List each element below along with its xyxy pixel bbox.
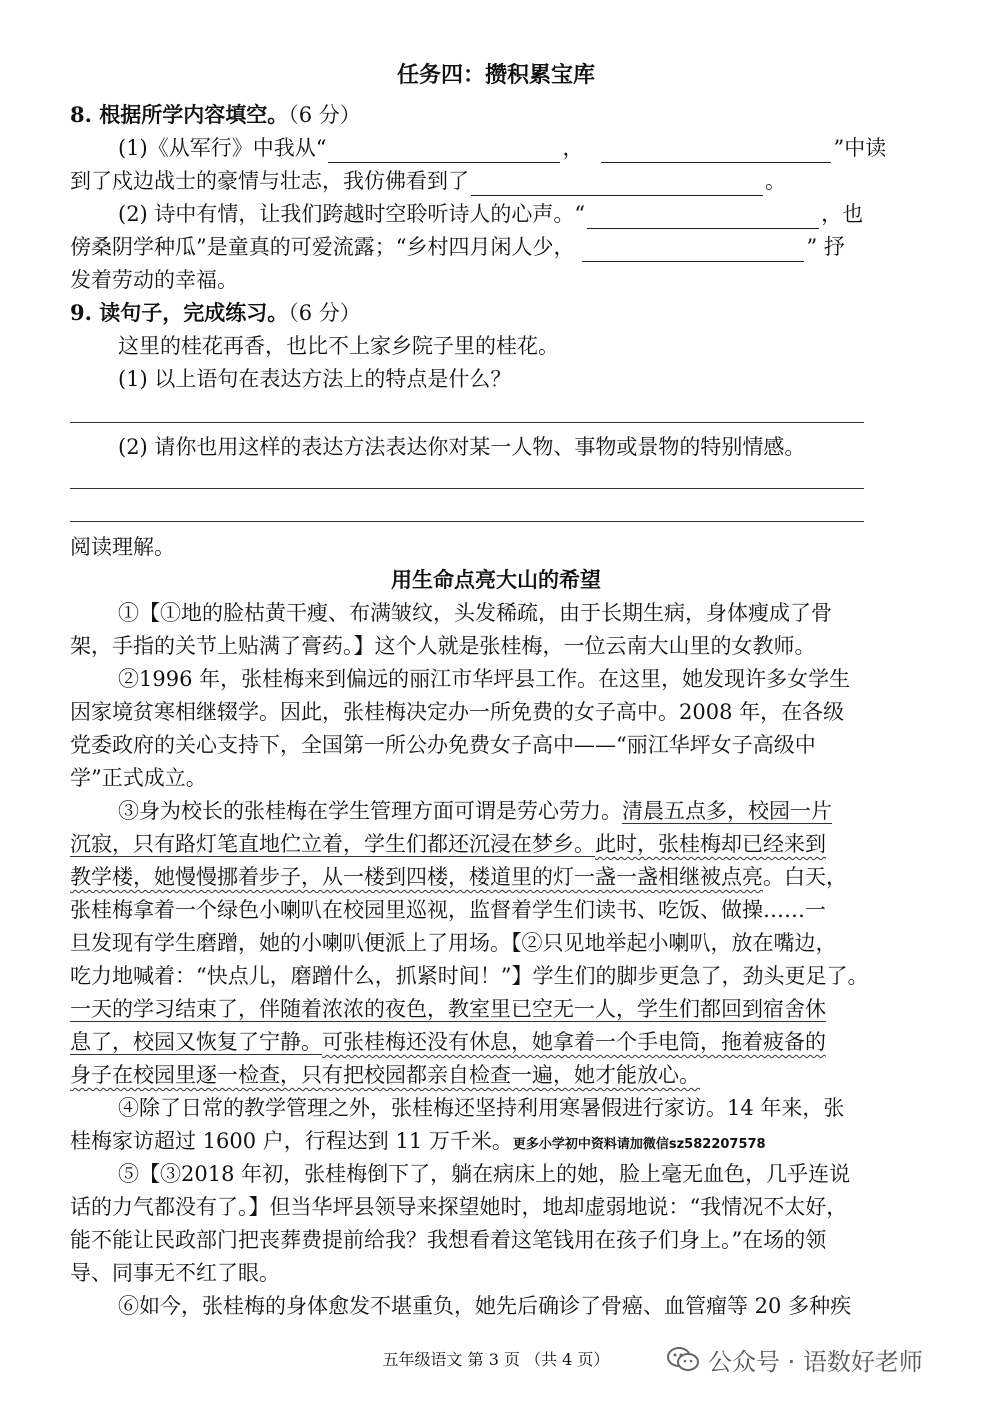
watermark <box>666 1342 923 1376</box>
watermark-text: 公众号 · 语数好老师 <box>708 1347 923 1376</box>
question-9-title: 9. 读句子，完成练习。（6 分） <box>70 300 361 325</box>
answer-line-2[interactable] <box>70 488 864 489</box>
para-2-line-2: 因家境贫寒相继辍学。因此，张桂梅决定办一所免费的女子高中。2008 年，在各级 <box>70 700 845 724</box>
para-5-line-3: 能不能让民政部门把丧葬费提前给我？我想看着这笔钱用在孩子们身上。”在场的领 <box>70 1228 827 1252</box>
para-3-line-7: 一天的学习结束了，伴随着浓浓的夜色，教室里已空无一人，学生们都回到宿舍休 <box>70 997 826 1021</box>
fill-blank-3[interactable] <box>471 171 763 196</box>
q8-line-5: 发着劳动的幸福。 <box>70 268 238 292</box>
para-5-line-4: 导、同事无不红了眼。 <box>70 1261 280 1285</box>
question-8-title: 8. 根据所学内容填空。（6 分） <box>70 102 361 127</box>
fill-blank-1[interactable] <box>328 138 560 163</box>
para-6-line-1: ⑥如今，张桂梅的身体愈发不堪重负，她先后确诊了骨癌、血管瘤等 20 多种疾 <box>118 1294 852 1318</box>
para-3-line-1: ③身为校长的张桂梅在学生管理方面可谓是劳心劳力。清晨五点多，校园一片 <box>118 799 832 823</box>
para-2-line-1: ②1996 年，张桂梅来到偏远的丽江市华坪县工作。在这里，她发现许多女学生 <box>118 667 851 691</box>
para-3-line-9: 身子在校园里逐一检查，只有把校园都亲自检查一遍，她才能放心。 <box>70 1063 700 1087</box>
para-5-line-2: 话的力气都没有了。】但当华坪县领导来探望她时，地却虚弱地说：“我情况不太好， <box>70 1195 848 1219</box>
para-4-line-2: 桂梅家访超过 1600 户，行程达到 11 万千米。更多小学初中资料请加微信sz582207578 <box>70 1129 766 1153</box>
reading-label: 阅读理解。 <box>70 535 175 559</box>
page-footer: 五年级语文 第 3 页 （共 4 页） <box>382 1350 610 1369</box>
para-5-line-1: ⑤【③2018 年初，张桂梅倒下了，躺在病床上的她，脸上毫无血色，几乎连说 <box>118 1162 851 1186</box>
para-3-line-8: 息了，校园又恢复了宁静。可张桂梅还没有休息，她拿着一个手电筒，拖着疲备的 <box>70 1030 826 1054</box>
para-3-line-2: 沉寂，只有路灯笔直地伫立着，学生们都还沉浸在梦乡。此时，张桂梅却已经来到 <box>70 832 826 856</box>
para-3-line-6: 吃力地喊着：“快点儿，磨蹭什么，抓紧时间！”】学生们的脚步更急了，劲头更足了。 <box>70 964 869 988</box>
para-1-line-1: ①【①地的脸枯黄干瘦、布满皱纹，头发稀疏，由于长期生病，身体瘦成了骨 <box>118 601 832 625</box>
ad-note: 更多小学初中资料请加微信sz582207578 <box>512 1137 766 1152</box>
q8-line-3: (2) 诗中有情，让我们跨越时空聆听诗人的心声。“ ，也 <box>118 199 922 229</box>
fill-blank-5[interactable] <box>582 237 804 262</box>
reading-title: 用生命点亮大山的希望 <box>391 567 601 592</box>
q8-line-4: 傍桑阴学种瓜”是童真的可爱流露；“乡村四月闲人少， ” 抒 <box>70 232 922 262</box>
answer-line-1[interactable] <box>70 422 864 423</box>
task-title: 任务四：攒积累宝库 <box>396 62 595 88</box>
para-4-line-1: ④除了日常的教学管理之外，张桂梅还坚持利用寒暑假进行家访。14 年来，张 <box>118 1096 845 1120</box>
q8-line-2: 到了戍边战士的豪情与壮志，我仿佛看到了 。 <box>70 166 922 196</box>
fill-blank-2[interactable] <box>601 138 831 163</box>
para-1-line-2: 架，手指的关节上贴满了膏药。】这个人就是张桂梅，一位云南大山里的女教师。 <box>70 634 816 658</box>
q8-line-1: (1)《从军行》中我从“ ， ”中读 <box>118 133 922 163</box>
q9-sub-2: (2) 请你也用这样的表达方法表达你对某一人物、事物或景物的特别情感。 <box>118 435 806 459</box>
para-2-line-3: 党委政府的关心支持下，全国第一所公办免费女子高中——“丽江华坪女子高级中 <box>70 733 816 757</box>
q9-sub-1: (1) 以上语句在表达方法上的特点是什么？ <box>118 367 512 391</box>
para-3-line-5: 旦发现有学生磨蹭，她的小喇叭便派上了用场。【②只见地举起小喇叭，放在嘴边， <box>70 931 837 955</box>
wechat-icon <box>666 1345 700 1373</box>
fill-blank-4[interactable] <box>587 204 819 229</box>
q9-sentence: 这里的桂花再香，也比不上家乡院子里的桂花。 <box>118 334 559 358</box>
para-2-line-4: 学”正式成立。 <box>70 766 207 790</box>
para-3-line-3: 教学楼，她慢慢挪着步子，从一楼到四楼，楼道里的灯一盏一盏相继被点亮。白天， <box>70 865 847 889</box>
answer-line-3[interactable] <box>70 521 864 522</box>
para-3-line-4: 张桂梅拿着一个绿色小喇叭在校园里巡视，监督着学生们读书、吃饭、做操……一 <box>70 898 826 922</box>
